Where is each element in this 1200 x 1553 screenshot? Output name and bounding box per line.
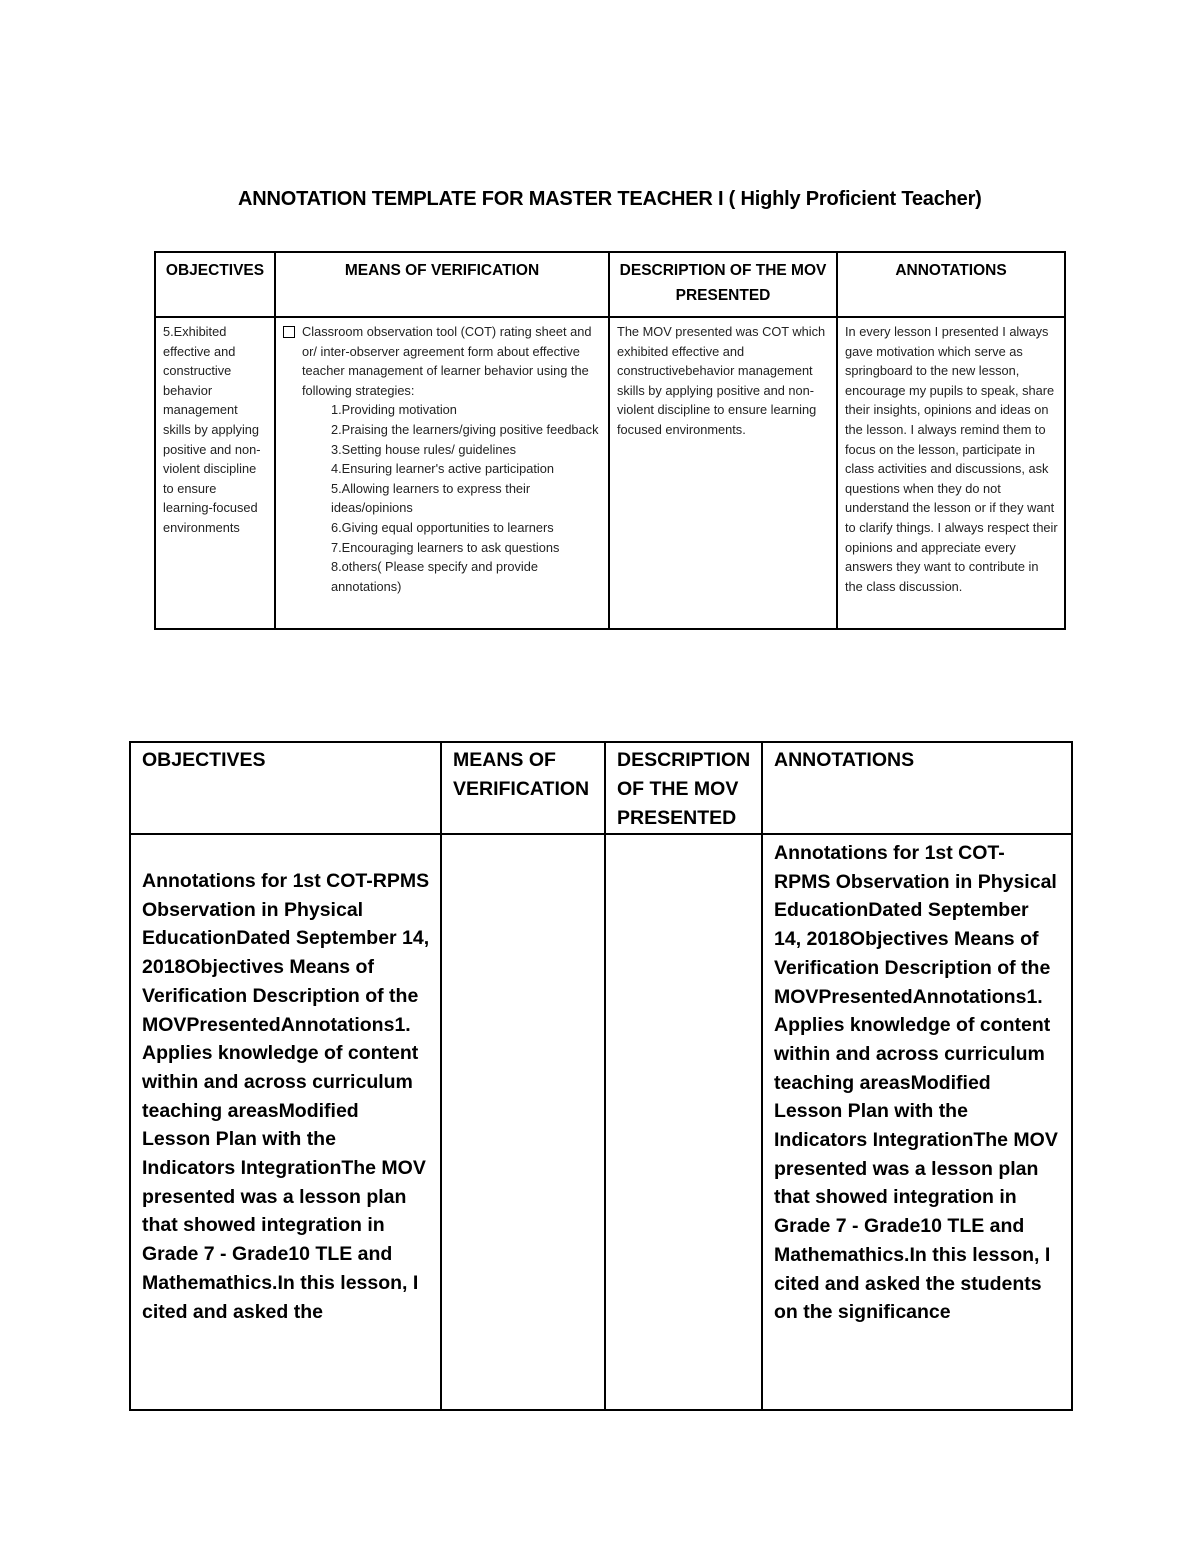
list-item: 5.Allowing learners to express their ideas/opinions: [331, 480, 531, 516]
annotation-text: Annotations for 1st COT-RPMS Observation in Physical EducationDated September 14, 2018Objectives Means of Verification Description of the MOVPresentedAnnotations1. Applies knowledge of content within and across curriculum teaching areasModified Lesson Plan with the Indicators IntegrationThe MOV presented was a lesson plan that showed integration in Grade 7 - Grade10 TLE and Mathemathics.In this lesson, I cited and asked the students on the significance: [774, 842, 1058, 1324]
header-description: DESCRIPTION OF THE MOV PRESENTED: [605, 742, 762, 834]
objective-cell: [155, 317, 275, 629]
list-item: 6.Giving equal opportunities to learners: [331, 519, 554, 535]
header-objectives: OBJECTIVES: [130, 742, 441, 834]
list-item: 3.Setting house rules/ guidelines: [331, 441, 516, 457]
mov-lead: [283, 322, 602, 400]
table-row: [130, 834, 1072, 1410]
mov-cell: [441, 834, 605, 1410]
mov-cell: [275, 317, 609, 629]
table-header-row: [130, 742, 1072, 834]
header-description: DESCRIPTION OF THE MOV PRESENTED: [609, 252, 837, 317]
table-header-row: [155, 252, 1065, 317]
description-text: The MOV presented was COT which exhibited effective and constructivebehavior management skills by applying positive and non-violent discipline to ensure learning focused environments.: [617, 324, 826, 437]
header-annotations: ANNOTATIONS: [837, 252, 1065, 317]
header-means-of-verification: MEANS OF VERIFICATION: [441, 742, 605, 834]
annotation-text: In every lesson I presented I always gave motivation which serve as springboard to the new lesson, encourage my pupils to speak, share their insights, opinions and ideas on the lesson. I always remind them to focus on the lesson, participate in class activities and discussions, ask questions when they do not understand the lesson or if they want to clarify things. I always respect their opinions and appreciate every answers they want to contribute in the class discussion.: [845, 324, 1058, 594]
description-cell: [609, 317, 837, 629]
annotation-cell: [837, 317, 1065, 629]
header-objectives: OBJECTIVES: [155, 252, 275, 317]
list-item: 8.others( Please specify and provide annotations): [331, 559, 538, 594]
annotation-table-bottom: [129, 741, 1073, 1411]
annotation-cell: [762, 834, 1072, 1410]
description-cell: [605, 834, 762, 1410]
mov-text: [453, 839, 594, 1409]
list-item: 1.Providing motivation: [331, 402, 457, 418]
document-title: ANNOTATION TEMPLATE FOR MASTER TEACHER I ( Highly Proficient Teacher): [238, 188, 982, 210]
header-annotations: ANNOTATIONS: [762, 742, 1072, 834]
strategy-list: [283, 400, 602, 596]
checkbox-icon: [283, 326, 295, 338]
annotation-table-top: [154, 251, 1066, 630]
list-item: 4.Ensuring learner's active participation: [331, 461, 554, 477]
objective-cell: [130, 834, 441, 1410]
list-item: 7.Encouraging learners to ask questions: [331, 539, 560, 555]
objective-text: Annotations for 1st COT-RPMS Observation in Physical EducationDated September 14, 2018Objectives Means of Verification Description of the MOVPresentedAnnotations1. Applies knowledge of content within and across curriculum teaching areasModified Lesson Plan with the Indicators IntegrationThe MOV presented was a lesson plan that showed integration in Grade 7 - Grade10 TLE and Mathemathics.In this lesson, I cited and asked the: [142, 870, 430, 1323]
table-row: [155, 317, 1065, 629]
list-item: 2.Praising the learners/giving positive feedback: [331, 421, 599, 437]
objective-text: 5.Exhibited effective and constructive behavior management skills by applying positive and non-violent discipline to ensure learning-focused environments: [163, 324, 261, 535]
mov-lead-text: Classroom observation tool (COT) rating sheet and or/ inter-observer agreement form about effective teacher management of learner behavior using the following strategies:: [302, 324, 592, 398]
header-means-of-verification: MEANS OF VERIFICATION: [275, 252, 609, 317]
description-text: [617, 839, 751, 1409]
